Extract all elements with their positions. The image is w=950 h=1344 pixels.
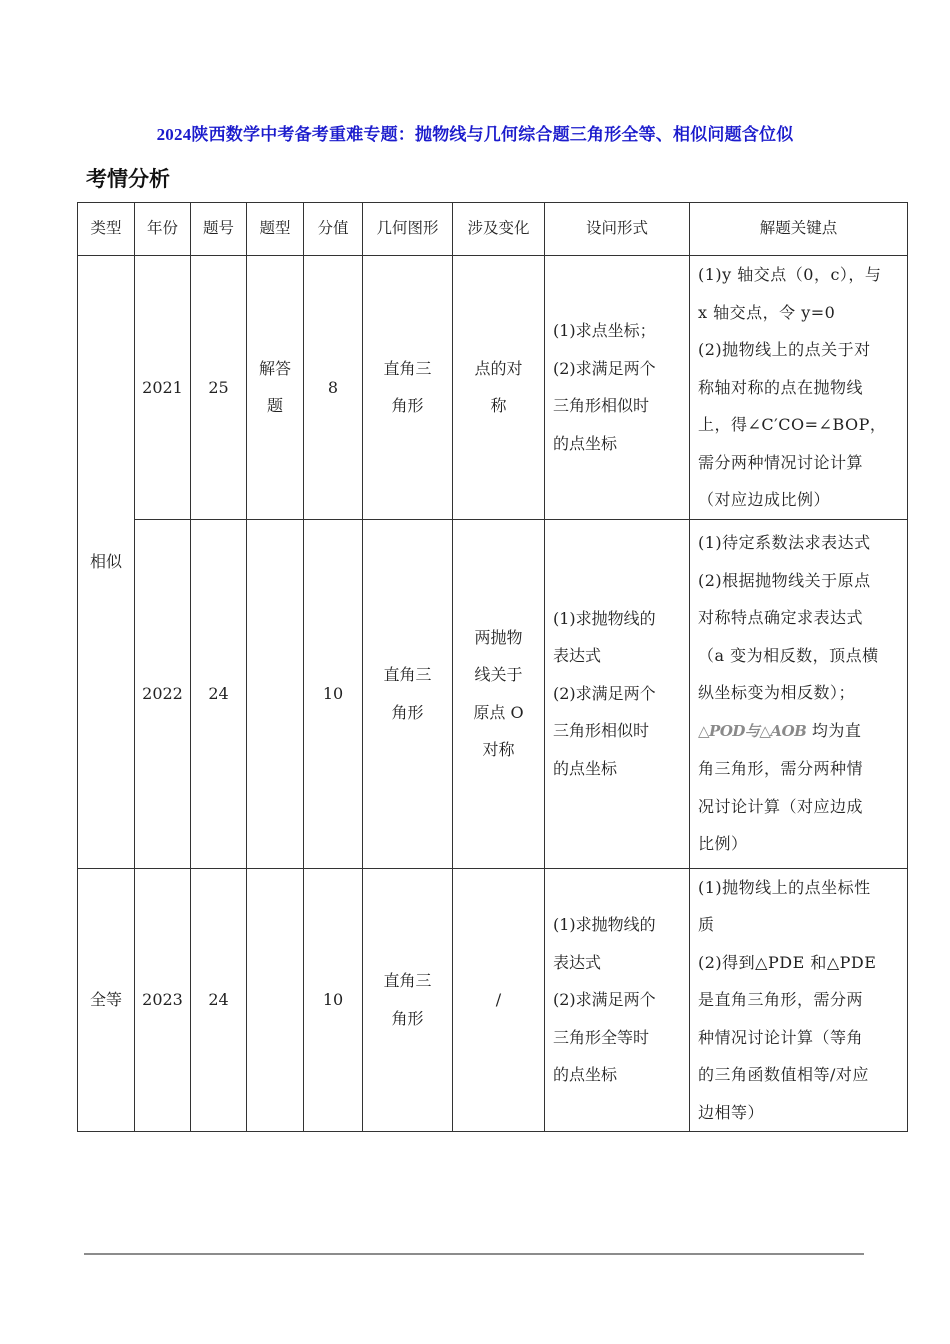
cell-number: 25 — [191, 256, 247, 520]
header-question-type: 题型 — [247, 203, 304, 256]
cell-year: 2022 — [135, 519, 191, 868]
cell-key-points — [690, 256, 908, 520]
text-line: 三角形全等时 — [553, 1027, 650, 1047]
text-line: 上，得∠C′CO=∠BOP， — [698, 415, 887, 434]
text-line: 纵坐标变为相反数）； — [698, 683, 856, 703]
document-title: 2024陕西数学中考备考重难专题：抛物线与几何综合题三角形全等、相似问题含位似 — [156, 125, 794, 144]
cell-key-points — [690, 868, 908, 1132]
footer-divider — [84, 1253, 864, 1255]
cell-change — [453, 256, 545, 520]
text-line: 的三角函数值相等/对应 — [698, 1065, 869, 1084]
table-row — [78, 519, 908, 868]
text-line: 称 — [490, 396, 507, 416]
text-line: 的点坐标 — [553, 433, 618, 453]
text-line: 题 — [266, 396, 283, 416]
text-line: (2)抛物线上的点关于对 — [698, 340, 871, 359]
cell-key-points — [690, 519, 908, 868]
cell-change — [453, 519, 545, 868]
header-figure: 几何图形 — [363, 203, 453, 256]
text-line: (1)抛物线上的点坐标性 — [698, 877, 871, 897]
text-line: （对应边成比例） — [698, 490, 831, 509]
text-line: 三角形相似时 — [553, 396, 650, 416]
cell-question-form — [545, 256, 690, 520]
text-line: 的点坐标 — [553, 758, 618, 778]
cell-figure — [363, 519, 453, 868]
group-type-similar: 相似 — [78, 256, 135, 869]
cell-year: 2023 — [135, 868, 191, 1132]
table-row — [78, 868, 908, 1132]
text-line: 直角三 — [383, 358, 432, 378]
text-line: (2)根据抛物线关于原点 — [698, 570, 871, 590]
text-line: 直角三 — [383, 971, 432, 991]
cell-change: / — [453, 868, 545, 1132]
text-line: 表达式 — [553, 952, 602, 972]
text-line: 两抛物 — [474, 627, 523, 647]
cell-year: 2021 — [135, 256, 191, 520]
text-line: （a 变为相反数，顶点横 — [698, 645, 879, 665]
text-line: 对称特点确定求表达式 — [698, 608, 864, 628]
text-line: 点的对 — [474, 358, 523, 378]
text-line: 角形 — [391, 702, 424, 722]
text-line: 三角形相似时 — [553, 721, 650, 741]
header-change: 涉及变化 — [453, 203, 545, 256]
cell-figure — [363, 868, 453, 1132]
header-question-form: 设问形式 — [545, 203, 690, 256]
text-line: (1)求点坐标； — [553, 321, 656, 341]
text-line: 角形 — [391, 1008, 424, 1028]
cell-score: 10 — [304, 519, 363, 868]
text-line: (2)求满足两个 — [553, 683, 656, 703]
header-key-points: 解题关键点 — [690, 203, 908, 256]
text-line: 的点坐标 — [553, 1065, 618, 1084]
table-header-row — [78, 203, 908, 256]
header-type: 类型 — [78, 203, 135, 256]
text-line: (1)求抛物线的 — [553, 915, 656, 934]
text-line: 质 — [698, 915, 715, 934]
text-line: 需分两种情况讨论计算 — [698, 452, 864, 472]
cell-score: 10 — [304, 868, 363, 1132]
exam-analysis-table — [77, 202, 908, 1132]
cell-figure — [363, 256, 453, 520]
text-line: 直角三 — [383, 665, 432, 684]
text-line: 解答 — [258, 358, 291, 378]
cell-number: 24 — [191, 519, 247, 868]
cell-question-form — [545, 868, 690, 1132]
text-line: 角形 — [391, 396, 424, 416]
header-score: 分值 — [304, 203, 363, 256]
text-line: (1)求抛物线的 — [553, 608, 656, 628]
text-line: 边相等） — [698, 1102, 765, 1122]
text-line: 比例） — [698, 834, 748, 854]
text-line: 表达式 — [553, 646, 602, 666]
text-line — [698, 712, 901, 751]
text-line: (2)求满足两个 — [553, 990, 656, 1009]
text-line: 线关于 — [474, 665, 523, 684]
section-heading: 考情分析 — [86, 167, 170, 191]
text-fragment: 均为直 — [811, 720, 862, 740]
text-line: (1)y 轴交点（0，c），与 — [698, 265, 882, 284]
header-number: 题号 — [191, 203, 247, 256]
header-year: 年份 — [135, 203, 191, 256]
cell-score: 8 — [304, 256, 363, 520]
text-line: (1)待定系数法求表达式 — [698, 533, 871, 553]
group-type-congruent: 全等 — [78, 868, 135, 1132]
table-row — [78, 256, 908, 520]
cell-question-type — [247, 868, 304, 1132]
text-line: 原点 O — [473, 702, 524, 722]
text-line: x 轴交点，令 y=0 — [698, 302, 836, 322]
cell-question-type — [247, 256, 304, 520]
formula-image: △POD与△AOB — [698, 721, 807, 740]
cell-question-type — [247, 519, 304, 868]
text-line: 种情况讨论计算（等角 — [698, 1027, 864, 1047]
text-line: 是直角三角形，需分两 — [698, 990, 864, 1009]
text-line: 角三角形，需分两种情 — [698, 759, 864, 779]
text-line: 对称 — [482, 740, 515, 759]
text-line: 况讨论计算（对应边成 — [698, 796, 864, 816]
text-line: 称轴对称的点在抛物线 — [698, 377, 864, 397]
text-line: (2)求满足两个 — [553, 358, 656, 378]
text-line: (2)得到△PDE 和△PDE — [698, 952, 877, 972]
cell-question-form — [545, 519, 690, 868]
cell-number: 24 — [191, 868, 247, 1132]
